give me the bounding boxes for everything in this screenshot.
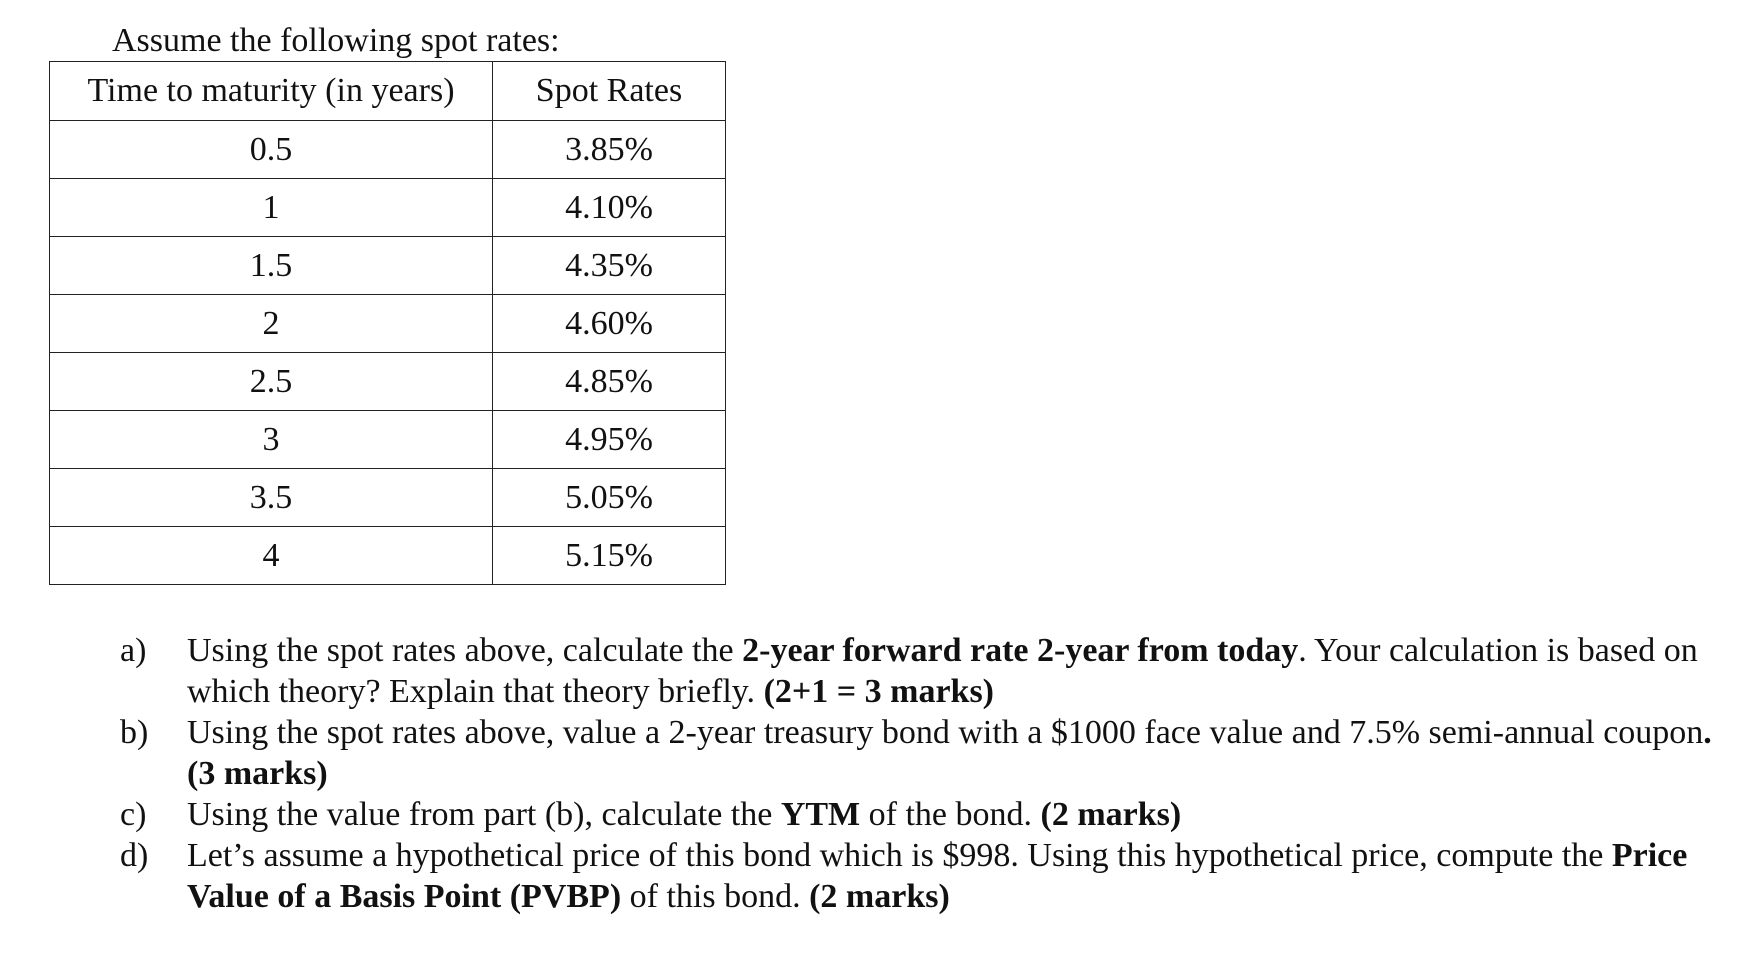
question-a (120, 630, 1720, 712)
maturity-cell: 3.5 (50, 469, 493, 527)
spot-rate-cell: 4.95% (493, 411, 726, 469)
maturity-cell: 1 (50, 179, 493, 237)
spot-rates-table (49, 61, 726, 585)
question-bold-text: 2-year forward rate 2-year from today (742, 632, 1299, 669)
maturity-cell: 4 (50, 527, 493, 585)
spot-rate-cell: 5.05% (493, 469, 726, 527)
table-row (50, 527, 726, 585)
table-row (50, 237, 726, 295)
question-text: . Your calculation is based on which theory? Explain that theory briefly. (187, 632, 1698, 710)
question-marks: (2+1 = 3 marks) (763, 673, 995, 710)
table-row (50, 411, 726, 469)
question-text: Using the spot rates above, value a 2-year treasury bond with a $1000 face value and 7.5% semi-annual coupon (187, 714, 1704, 751)
question-text: of the bond. (860, 796, 1041, 833)
header-spot-rates: Spot Rates (493, 62, 726, 121)
table-row (50, 179, 726, 237)
question-bold-text: YTM (780, 796, 861, 833)
question-b (120, 712, 1720, 794)
table-row (50, 469, 726, 527)
table-row (50, 353, 726, 411)
table-row (50, 121, 726, 179)
spot-rate-cell: 3.85% (493, 121, 726, 179)
question-marker: a) (120, 632, 147, 669)
question-marks: (2 marks) (809, 878, 950, 915)
header-time-to-maturity: Time to maturity (in years) (50, 62, 493, 121)
question-marker: d) (120, 837, 149, 874)
question-marker: b) (120, 714, 149, 751)
spot-rate-cell: 4.35% (493, 237, 726, 295)
question-marks: . (3 marks) (187, 714, 1712, 792)
question-list (120, 630, 1720, 917)
spot-rate-cell: 4.85% (493, 353, 726, 411)
spot-rate-cell: 4.10% (493, 179, 726, 237)
table-row (50, 295, 726, 353)
intro-text: Assume the following spot rates: (112, 22, 560, 59)
question-marks: (2 marks) (1040, 796, 1182, 833)
question-text: Using the spot rates above, calculate the (187, 632, 743, 669)
question-bold-text: Price Value of a Basis Point (PVBP) (187, 837, 1688, 915)
maturity-cell: 0.5 (50, 121, 493, 179)
question-text: of this bond. (621, 878, 810, 915)
question-text: Using the value from part (b), calculate the (187, 796, 781, 833)
question-marker: c) (120, 796, 147, 833)
table-header-row (50, 62, 726, 121)
question-c (120, 794, 1720, 835)
maturity-cell: 2 (50, 295, 493, 353)
maturity-cell: 3 (50, 411, 493, 469)
spot-rate-cell: 5.15% (493, 527, 726, 585)
maturity-cell: 2.5 (50, 353, 493, 411)
question-d (120, 835, 1720, 917)
spot-rate-cell: 4.60% (493, 295, 726, 353)
maturity-cell: 1.5 (50, 237, 493, 295)
question-text: Let’s assume a hypothetical price of this bond which is $998. Using this hypothetical price, compute the (187, 837, 1612, 874)
